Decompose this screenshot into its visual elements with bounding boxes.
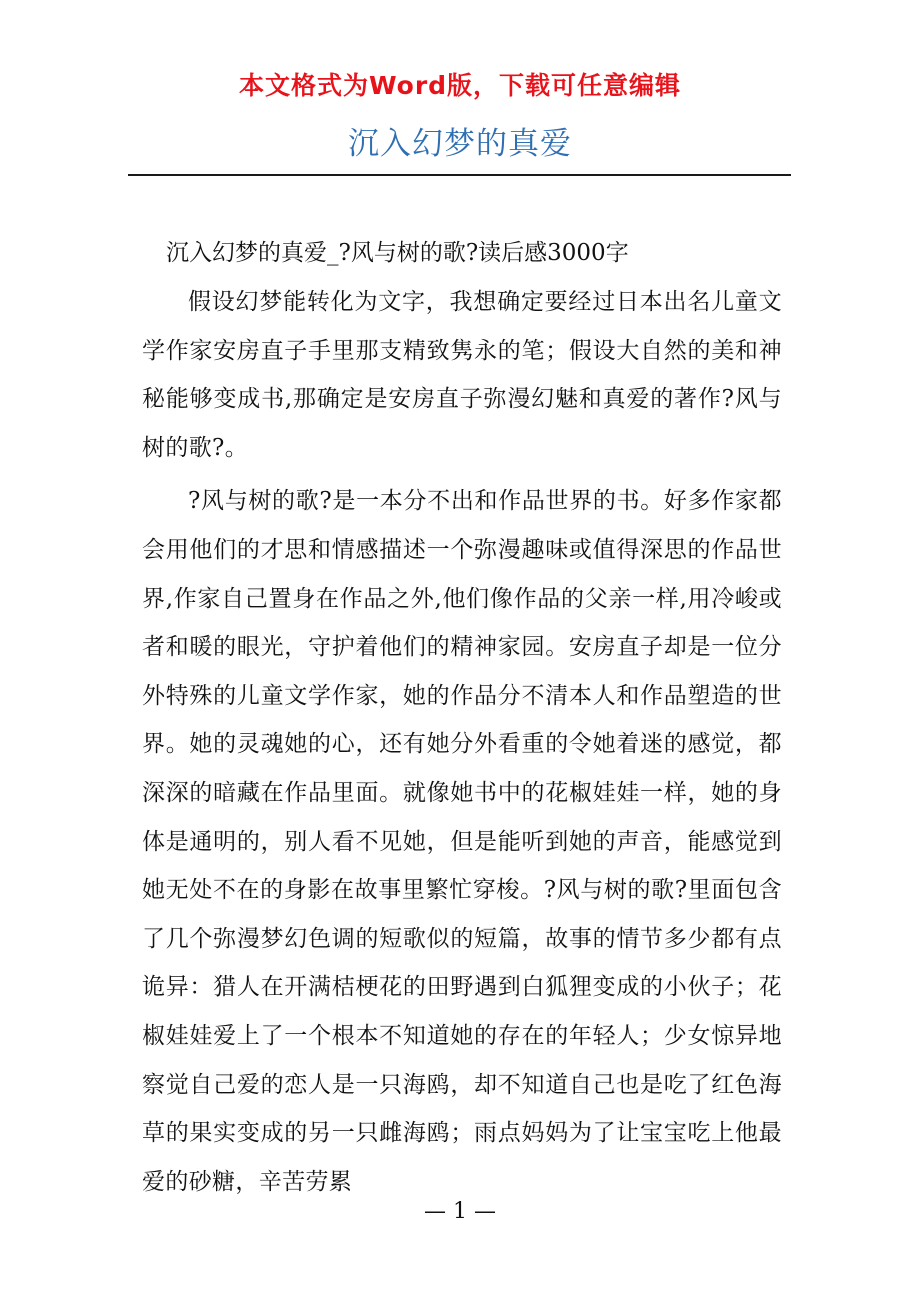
paragraph-2: ?风与树的歌?是一本分不出和作品世界的书。好多作家都会用他们的才思和情感描述一个弥漫趣味或值得深思的作品世界,作家自己置身在作品之外,他们像作品的父亲一样,用冷峻或者和暖的眼光，守护着他们的精神家园。安房直子却是一位分外特殊的儿童文学作家，她的作品分不清本人和作品塑造的世界。她的灵魂她的心，还有她分外看重的令她着迷的感觉，都深深的暗藏在作品里面。就像她书中的花椒娃娃一样，她的身体是通明的，别人看不见她，但是能听到她的声音，能感觉到她无处不在的身影在故事里繁忙穿梭。?风与树的歌?里面包含了几个弥漫梦幻色调的短歌似的短篇，故事的情节多少都有点诡异：猎人在开满桔梗花的田野遇到白狐狸变成的小伙子；花椒娃娃爱上了一个根本不知道她的存在的年轻人；少女惊异地察觉自己爱的恋人是一只海鸥，却不知道自己也是吃了红色海草的果实变成的另一只雌海鸥；雨点妈妈为了让宝宝吃上他最爱的砂糖，辛苦劳累: [142, 488, 782, 1195]
paragraph-1: 假设幻梦能转化为文字，我想确定要经过日本出名儿童文学作家安房直子手里那支精致隽永的笔；假设大自然的美和神秘能够变成书,那确定是安房直子弥漫幻魅和真爱的著作?风与树的歌?。: [142, 289, 782, 461]
document-body: [142, 232, 782, 1206]
document-subtitle: 沉入幻梦的真爱_?风与树的歌?读后感3000字: [166, 240, 629, 266]
download-banner: 本文格式为Word版，下载可任意编辑: [238, 71, 682, 100]
document-title: 沉入幻梦的真爱: [348, 126, 572, 162]
page-number: — 1 —: [424, 1199, 496, 1224]
title-divider: [128, 174, 791, 176]
